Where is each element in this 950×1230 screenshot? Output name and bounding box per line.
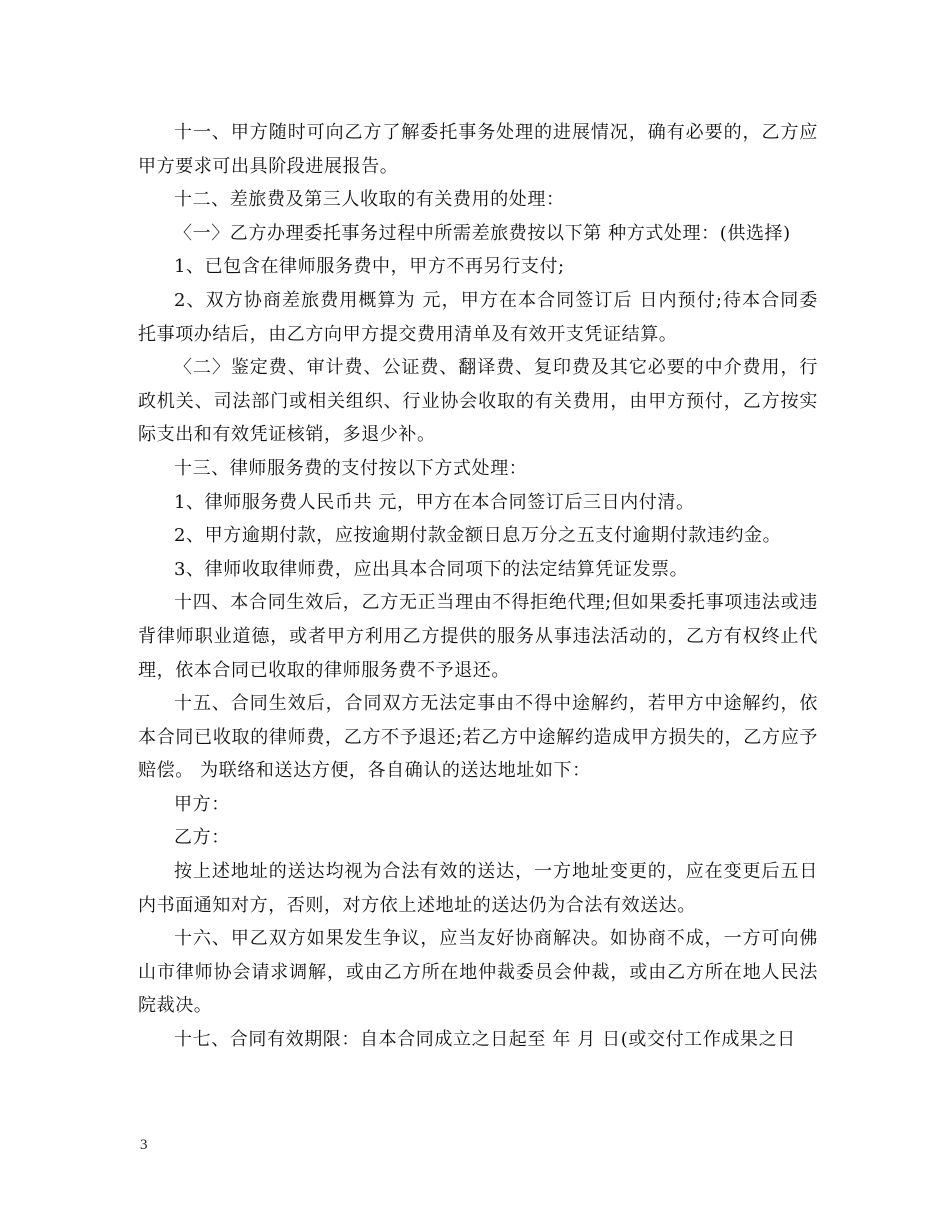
clause-13-item-2: 2、甲方逾期付款，应按逾期付款金额日息万分之五支付逾期付款违约金。 bbox=[174, 525, 782, 547]
clause-14: 十四、本合同生效后，乙方无正当理由不得拒绝代理;但如果委托事项违法或违背律师职业道德，或者甲方利用乙方提供的服务从事违法活动的，乙方有权终止代理，依本合同已收取的律师服务费不予退还。 bbox=[138, 592, 818, 681]
clause-12-part-2: 〈二〉鉴定费、审计费、公证费、翻译费、复印费及其它必要的中介费用，行政机关、司法部门或相关组织、行业协会收取的有关费用，由甲方预付，乙方按实际支出和有效凭证核销，多退少补。 bbox=[138, 357, 818, 446]
clause-13-item-3: 3、律师收取律师费，应出具本合同项下的法定结算凭证发票。 bbox=[174, 558, 689, 580]
service-address-note: 按上述地址的送达均视为合法有效的送达，一方地址变更的，应在变更后五日内书面通知对方，否则，对方依上述地址的送达仍为合法有效送达。 bbox=[138, 861, 818, 916]
clause-17: 十七、合同有效期限：自本合同成立之日起至 年 月 日(或交付工作成果之日 bbox=[174, 1029, 796, 1051]
clause-12-heading: 十二、差旅费及第三人收取的有关费用的处理： bbox=[174, 189, 565, 211]
party-a-address: 甲方： bbox=[174, 793, 230, 815]
clause-11: 十一、甲方随时可向乙方了解委托事务处理的进展情况，确有必要的，乙方应甲方要求可出具阶段进展报告。 bbox=[138, 122, 818, 177]
clause-12-option-1: 1、已包含在律师服务费中，甲方不再另行支付; bbox=[174, 256, 565, 278]
clause-12-part-1: 〈一〉乙方办理委托事务过程中所需差旅费按以下第 种方式处理：(供选择) bbox=[174, 222, 791, 244]
clause-15: 十五、合同生效后，合同双方无法定事由不得中途解约，若甲方中途解约，依本合同已收取的律师费，乙方不予退还;若乙方中途解约造成甲方损失的，乙方应予赔偿。 为联络和送达方便，各自确认的送达地址如下： bbox=[138, 693, 818, 782]
clause-13-item-1: 1、律师服务费人民币共 元，甲方在本合同签订后三日内付清。 bbox=[174, 491, 695, 513]
clause-13-heading: 十三、律师服务费的支付按以下方式处理： bbox=[174, 457, 528, 479]
party-b-address: 乙方： bbox=[174, 827, 230, 849]
page-number: 3 bbox=[140, 1137, 148, 1153]
clause-12-option-2: 2、双方协商差旅费用概算为 元，甲方在本合同签订后 日内预付;待本合同委托事项办结后，由乙方向甲方提交费用清单及有效开支凭证结算。 bbox=[138, 289, 818, 345]
clause-16: 十六、甲乙双方如果发生争议，应当友好协商解决。如协商不成，一方可向佛山市律师协会请求调解，或由乙方所在地仲裁委员会仲裁，或由乙方所在地人民法院裁决。 bbox=[138, 928, 818, 1017]
document-body bbox=[138, 116, 818, 1057]
